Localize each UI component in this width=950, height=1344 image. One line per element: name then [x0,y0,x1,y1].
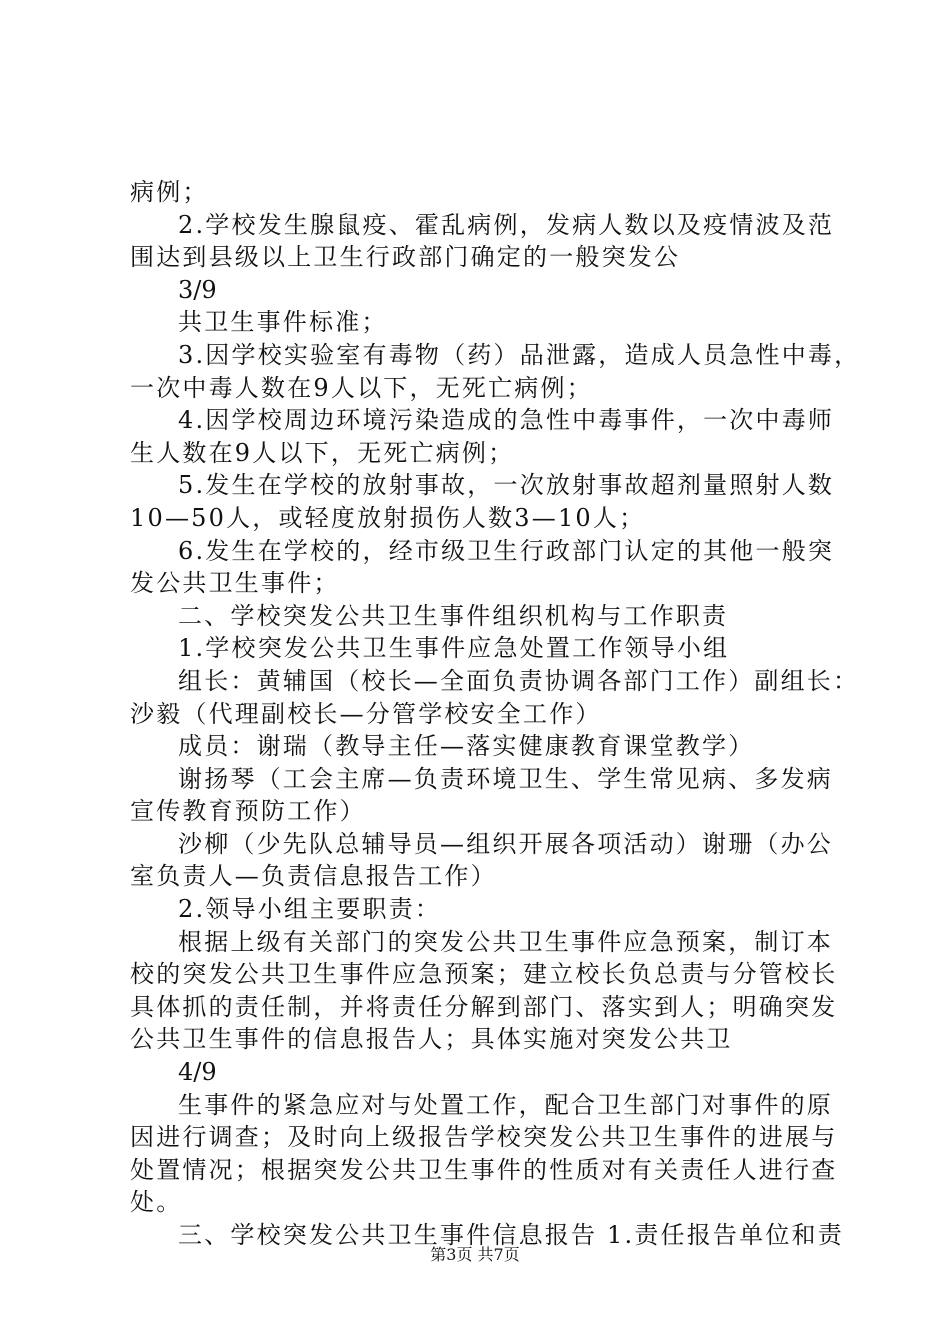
text-line: 因进行调查；及时向上级报告学校突发公共卫生事件的进展与 [130,1123,838,1152]
text-line: 校的突发公共卫生事件应急预案；建立校长负总责与分管校长 [130,960,838,989]
page-footer: 第3页 共7页 [430,1245,520,1264]
text-line-indented: 2.学校发生腺鼠疫、霍乱病例，发病人数以及疫情波及范 [178,210,835,239]
text-line: 公共卫生事件的信息报告人；具体实施对突发公共卫 [130,1025,733,1054]
text-line-indented: 2.领导小组主要职责： [178,895,442,924]
text-line: 病例； [130,178,209,206]
text-line: 处。 [130,1188,183,1217]
text-line-indented: 三、学校突发公共卫生事件信息报告 1.责任报告单位和责 [178,1221,844,1249]
page-marker: 3/9 [178,275,217,304]
text-line-indented: 4.因学校周边环境污染造成的急性中毒事件，一次中毒师 [178,406,835,435]
text-line-indented: 根据上级有关部门的突发公共卫生事件应急预案，制订本 [178,927,833,956]
text-line: 具体抓的责任制，并将责任分解到部门、落实到人；明确突发 [130,992,838,1021]
text-line-indented: 6.发生在学校的，经市级卫生行政部门认定的其他一般突 [178,536,835,565]
text-line: 生人数在9人以下，无死亡病例； [130,438,515,467]
text-line-indented: 成员：谢瑞（教导主任—落实健康教育课堂教学） [178,732,755,761]
text-line-indented: 组长：黄辅国（校长—全面负责协调各部门工作）副组长： [178,666,860,695]
text-line: 一次中毒人数在9人以下，无死亡病例； [130,373,593,402]
text-line: 室负责人—负责信息报告工作） [130,862,497,891]
document-body [130,176,861,1252]
text-line: 10—50人，或轻度放射损伤人数3—10人； [130,503,646,532]
text-line: 发公共卫生事件； [130,569,340,598]
text-line-indented: 二、学校突发公共卫生事件组织机构与工作职责 [178,601,729,630]
page-marker: 4/9 [178,1058,217,1087]
text-line: 围达到县级以上卫生行政部门确定的一般突发公 [130,243,681,272]
text-line-indented: 3.因学校实验室有毒物（药）品泄露，造成人员急性中毒， [178,340,861,369]
text-line-indented: 共卫生事件标准； [178,308,388,337]
text-line-indented: 沙柳（少先队总辅导员—组织开展各项活动）谢珊（办公 [178,829,833,858]
text-line: 宣传教育预防工作） [130,797,366,826]
text-line-indented: 1.学校突发公共卫生事件应急处置工作领导小组 [178,634,730,663]
text-line-indented: 5.发生在学校的放射事故，一次放射事故超剂量照射人数 [178,471,835,500]
text-line-indented: 谢扬琴（工会主席—负责环境卫生、学生常见病、多发病 [178,764,833,793]
text-line: 沙毅（代理副校长—分管学校安全工作） [130,699,602,728]
text-line: 处置情况；根据突发公共卫生事件的性质对有关责任人进行查 [130,1155,838,1184]
text-line-indented: 生事件的紧急应对与处置工作，配合卫生部门对事件的原 [178,1090,833,1119]
